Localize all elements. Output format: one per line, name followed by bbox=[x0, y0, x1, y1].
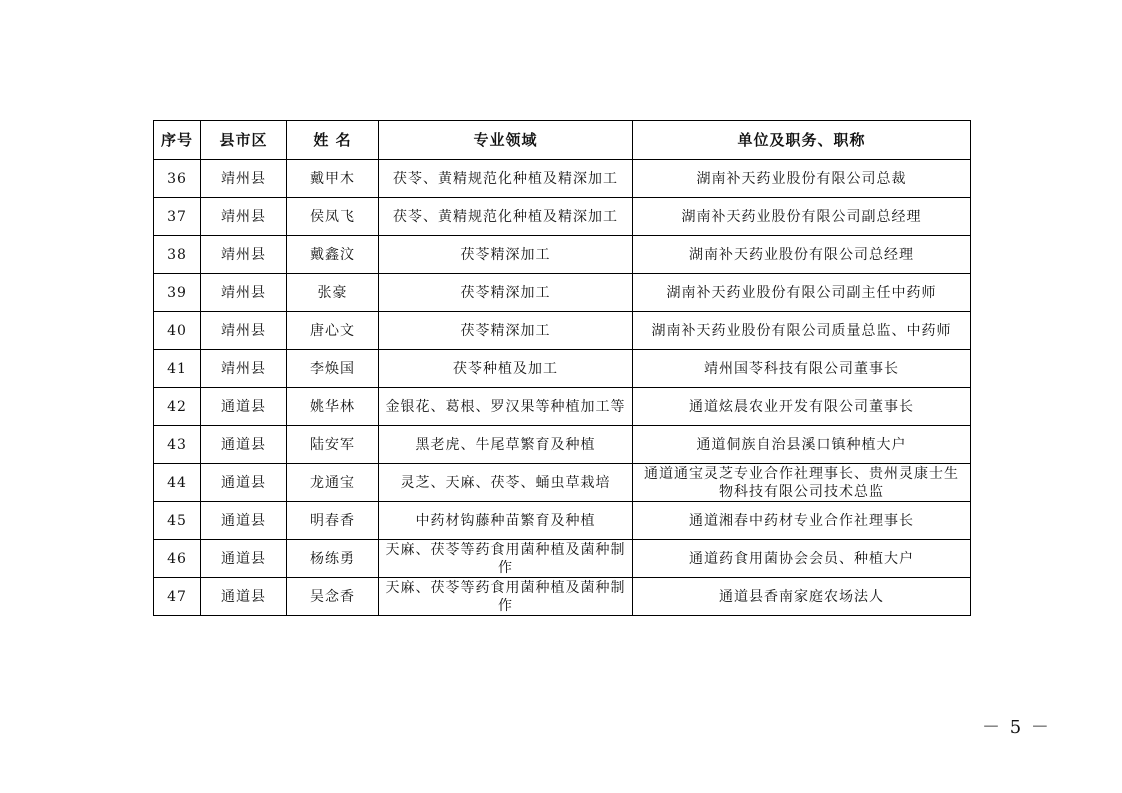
cell-name: 张豪 bbox=[287, 274, 379, 312]
cell-index: 39 bbox=[154, 274, 201, 312]
cell-name: 吴念香 bbox=[287, 578, 379, 616]
table-row bbox=[154, 540, 971, 578]
table-row bbox=[154, 464, 971, 502]
cell-unit-title: 湖南补天药业股份有限公司副总经理 bbox=[633, 198, 971, 236]
cell-field: 茯苓精深加工 bbox=[379, 274, 633, 312]
cell-unit-title: 湖南补天药业股份有限公司质量总监、中药师 bbox=[633, 312, 971, 350]
cell-field: 中药材钩藤种苗繁育及种植 bbox=[379, 502, 633, 540]
cell-index: 42 bbox=[154, 388, 201, 426]
cell-name: 李焕国 bbox=[287, 350, 379, 388]
cell-county: 靖州县 bbox=[201, 274, 287, 312]
cell-county: 通道县 bbox=[201, 578, 287, 616]
cell-unit-title: 通道通宝灵芝专业合作社理事长、贵州灵康士生物科技有限公司技术总监 bbox=[633, 464, 971, 502]
cell-name: 陆安军 bbox=[287, 426, 379, 464]
table-body bbox=[154, 160, 971, 616]
table-row bbox=[154, 198, 971, 236]
cell-county: 通道县 bbox=[201, 540, 287, 578]
cell-name: 唐心文 bbox=[287, 312, 379, 350]
cell-county: 通道县 bbox=[201, 502, 287, 540]
header-name: 姓 名 bbox=[287, 121, 379, 160]
table-row bbox=[154, 388, 971, 426]
cell-index: 41 bbox=[154, 350, 201, 388]
cell-field: 黑老虎、牛尾草繁育及种植 bbox=[379, 426, 633, 464]
cell-unit-title: 通道侗族自治县溪口镇种植大户 bbox=[633, 426, 971, 464]
cell-name: 戴鑫汶 bbox=[287, 236, 379, 274]
cell-county: 通道县 bbox=[201, 464, 287, 502]
header-index: 序号 bbox=[154, 121, 201, 160]
cell-unit-title: 通道炫晨农业开发有限公司董事长 bbox=[633, 388, 971, 426]
cell-unit-title: 湖南补天药业股份有限公司副主任中药师 bbox=[633, 274, 971, 312]
cell-unit-title: 通道药食用菌协会会员、种植大户 bbox=[633, 540, 971, 578]
cell-index: 46 bbox=[154, 540, 201, 578]
cell-field: 茯苓、黄精规范化种植及精深加工 bbox=[379, 160, 633, 198]
cell-field: 金银花、葛根、罗汉果等种植加工等 bbox=[379, 388, 633, 426]
cell-field: 茯苓种植及加工 bbox=[379, 350, 633, 388]
cell-unit-title: 湖南补天药业股份有限公司总经理 bbox=[633, 236, 971, 274]
table-row bbox=[154, 502, 971, 540]
table-row bbox=[154, 236, 971, 274]
cell-field: 天麻、茯苓等药食用菌种植及菌种制作 bbox=[379, 578, 633, 616]
cell-unit-title: 通道县香南家庭农场法人 bbox=[633, 578, 971, 616]
cell-index: 43 bbox=[154, 426, 201, 464]
cell-name: 姚华林 bbox=[287, 388, 379, 426]
table-header-row bbox=[154, 121, 971, 160]
cell-name: 侯凤飞 bbox=[287, 198, 379, 236]
cell-county: 靖州县 bbox=[201, 198, 287, 236]
cell-unit-title: 靖州国苓科技有限公司董事长 bbox=[633, 350, 971, 388]
header-county: 县市区 bbox=[201, 121, 287, 160]
expert-table bbox=[153, 120, 971, 616]
table-row bbox=[154, 274, 971, 312]
cell-index: 45 bbox=[154, 502, 201, 540]
header-unit-title: 单位及职务、职称 bbox=[633, 121, 971, 160]
cell-name: 明春香 bbox=[287, 502, 379, 540]
cell-index: 37 bbox=[154, 198, 201, 236]
cell-index: 40 bbox=[154, 312, 201, 350]
cell-field: 灵芝、天麻、茯苓、蛹虫草栽培 bbox=[379, 464, 633, 502]
cell-field: 茯苓精深加工 bbox=[379, 236, 633, 274]
table-row bbox=[154, 312, 971, 350]
cell-index: 47 bbox=[154, 578, 201, 616]
table-row bbox=[154, 578, 971, 616]
cell-county: 通道县 bbox=[201, 388, 287, 426]
cell-name: 戴甲木 bbox=[287, 160, 379, 198]
cell-county: 通道县 bbox=[201, 426, 287, 464]
cell-unit-title: 湖南补天药业股份有限公司总裁 bbox=[633, 160, 971, 198]
cell-county: 靖州县 bbox=[201, 350, 287, 388]
cell-index: 38 bbox=[154, 236, 201, 274]
table-row bbox=[154, 350, 971, 388]
table-row bbox=[154, 426, 971, 464]
cell-index: 36 bbox=[154, 160, 201, 198]
cell-index: 44 bbox=[154, 464, 201, 502]
cell-name: 龙通宝 bbox=[287, 464, 379, 502]
cell-field: 天麻、茯苓等药食用菌种植及菌种制作 bbox=[379, 540, 633, 578]
cell-county: 靖州县 bbox=[201, 312, 287, 350]
header-field: 专业领域 bbox=[379, 121, 633, 160]
page-number: － 5 － bbox=[982, 717, 1051, 738]
cell-field: 茯苓、黄精规范化种植及精深加工 bbox=[379, 198, 633, 236]
cell-field: 茯苓精深加工 bbox=[379, 312, 633, 350]
cell-name: 杨练勇 bbox=[287, 540, 379, 578]
cell-county: 靖州县 bbox=[201, 236, 287, 274]
table-row bbox=[154, 160, 971, 198]
cell-unit-title: 通道湘春中药材专业合作社理事长 bbox=[633, 502, 971, 540]
cell-county: 靖州县 bbox=[201, 160, 287, 198]
